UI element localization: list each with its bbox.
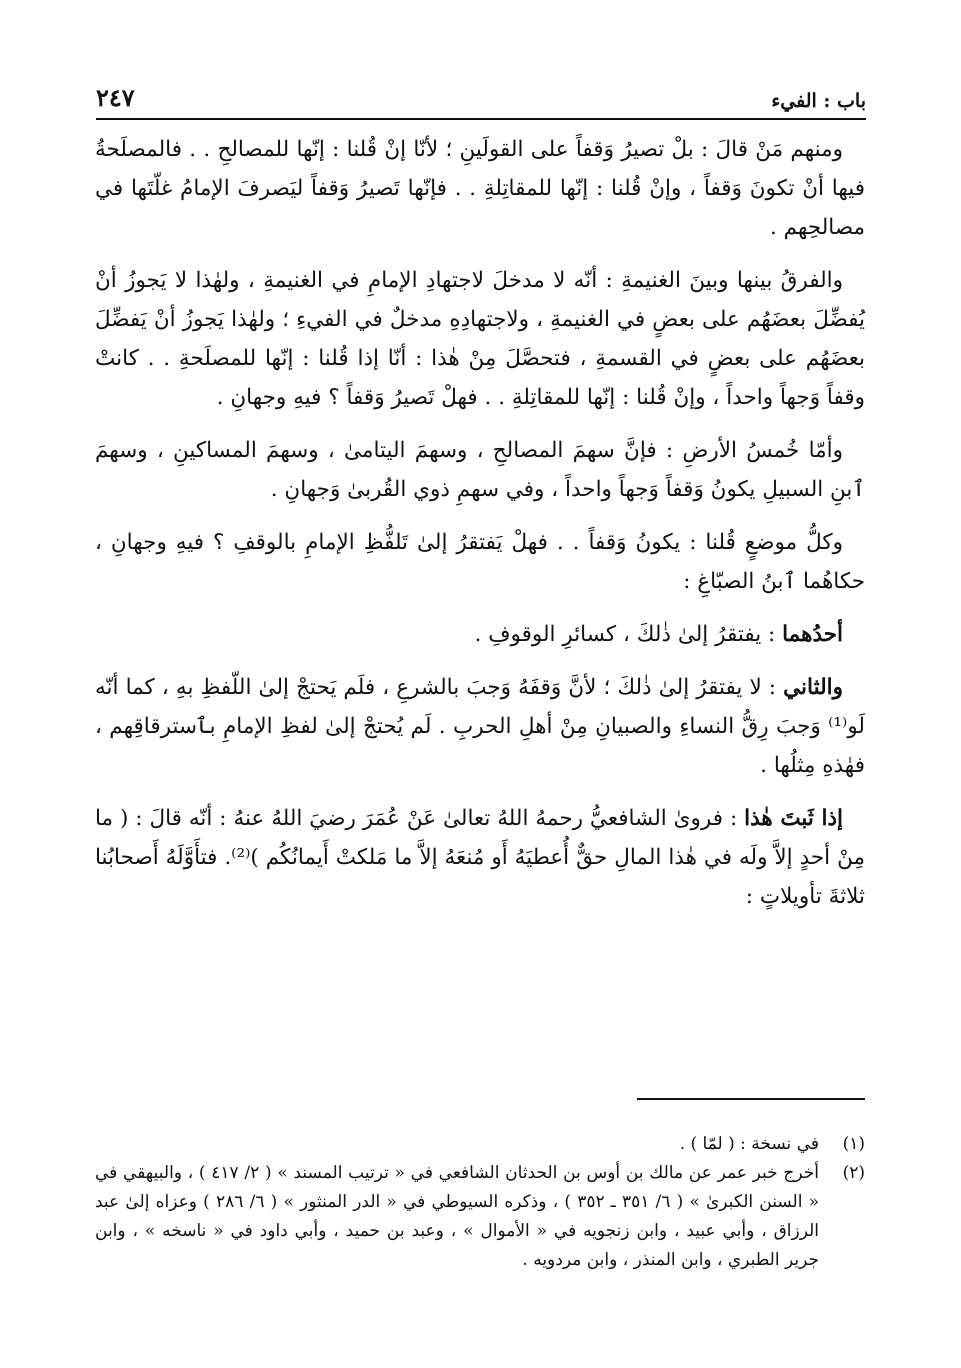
paragraph-text: ومنهم مَنْ قالَ : بلْ تصيرُ وَقفاً على القولَينِ ؛ لأنّا إنْ قُلنا : إنّها للمصالحِ . . فالمصلَحةُ فيها أنْ تكونَ وَقفاً ، وإنْ قُلنا : إنّها للمقاتِلةِ . . فإنّها تَصيرُ وَقفاً ليَصرفَ الإمامُ غلّتَها في مصالحِهم .: [95, 137, 865, 240]
page-number: ٢٤٧: [96, 83, 135, 112]
paragraph-text: وأمّا خُمسُ الأرضِ : فإنَّ سهمَ المصالحِ ، وسهمَ اليتامىٰ ، وسهمَ المساكينِ ، وسهمَ ٱبنِ السبيلِ يكونُ وَقفاً وَجهاً واحداً ، وفي سهمِ ذوي القُربىٰ وَجهانِ .: [95, 438, 865, 502]
footnote-number: (٢): [842, 1163, 865, 1183]
paragraph-lead: أحدُهما: [782, 622, 843, 647]
running-header: [96, 80, 866, 120]
footnote-text: أخرج خبر عمر عن مالك بن أوس بن الحدثان الشافعي في « ترتيب المسند » ( ٢/ ٤١٧ ) ، والبيهقي في « السنن الكبرىٰ » ( ٦/ ٣٥١ ـ ٣٥٢ ) ، وذكره السيوطي في « الدر المنثور » ( ٦/ ٢٨٦ ) وعزاه إلىٰ عبد الرزاق ، وأبي عبيد ، وابن زنجويه في « الأموال » ، وعبد بن حميد ، وأبي داود في « ناسخه » ، وابن جرير الطبري ، وابن المنذر ، وابن مردويه .: [95, 1163, 820, 1270]
paragraph-text: والفرقُ بينها وبينَ الغنيمةِ : أنّه لا مدخلَ لاجتهادِ الإمامِ في الغنيمةِ ، ولهٰذا لا يَجوزُ أنْ يُفضِّلَ بعضَهُم على بعضٍ في الغنيمةِ ، ولاجتهادِهِ مدخلٌ في الفيءِ ؛ ولهٰذا يَجوزُ أنْ يَفضِّلَ بعضَهُم على بعضٍ في القسمةِ ، فتحصَّلَ مِنْ هٰذا : أنّا إذا قُلنا : إنّها للمصلَحةِ . . كانتْ وقفاً وَجهاً واحداً ، وإنْ قُلنا : إنّها للمقاتِلةِ . . فهلْ تَصيرُ وَقفاً ؟ فيهِ وجهانِ .: [95, 268, 865, 410]
chapter-title: باب : الفيء: [771, 90, 866, 112]
paragraph: [95, 130, 865, 247]
paragraph: [95, 523, 865, 601]
footnote-text: في نسخة : ( لمّا ) .: [679, 1134, 819, 1154]
paragraph: [95, 799, 865, 916]
footnote: [95, 1159, 865, 1275]
main-text: [95, 130, 865, 930]
footnote-separator: [637, 1098, 865, 1100]
footnote: [95, 1130, 865, 1159]
paragraph-text: : يفتقرُ إلىٰ ذٰلكَ ، كسائرِ الوقوفِ .: [474, 622, 783, 647]
paragraph: [95, 261, 865, 417]
paragraph-text: : لا يفتقرُ إلىٰ ذٰلكَ ؛ لأنَّ وَقفَهُ وَجبَ بالشرعِ ، فلَم يَحتجْ إلىٰ اللّفظِ بهِ ، كما أنّه لَو⁽¹⁾ وَجبَ رِقُّ النساءِ والصبيانِ مِنْ أهلِ الحربِ . لَم يُحتجْ إلىٰ لفظِ الإمامِ بٱسترقاقِهم ، فهٰذهِ مِثلُها .: [95, 675, 865, 778]
paragraph: [95, 615, 865, 654]
paragraph-text: وكلُّ موضعٍ قُلنا : يكونُ وَقفاً . . فهلْ يَفتقرُ إلىٰ تَلفُّظِ الإمامِ بالوقفِ ؟ فيهِ وجهانِ ، حكاهُما ٱبنُ الصبّاغِ :: [95, 530, 865, 594]
footnote-number: (١): [842, 1134, 865, 1154]
paragraph-text: : فروىٰ الشافعيُّ رحمهُ اللهُ تعالىٰ عَنْ عُمَرَ رضيَ اللهُ عنهُ : أنّه قالَ : ( ما مِنْ أحدٍ إلاَّ ولَه في هٰذا المالِ حقٌّ أُعطيَهُ أَو مُنعَهُ إلاَّ ما مَلكتْ أَيمانُكُم )⁽²⁾. فتأَوَّلَهُ أَصحابُنا ثلاثةَ تأويلاتٍ :: [95, 806, 865, 909]
paragraph-lead: والثاني: [783, 675, 843, 700]
paragraph-lead: إذا ثَبتَ هٰذا: [744, 806, 843, 831]
paragraph: [95, 668, 865, 785]
footnotes: [95, 1130, 865, 1275]
paragraph: [95, 431, 865, 509]
